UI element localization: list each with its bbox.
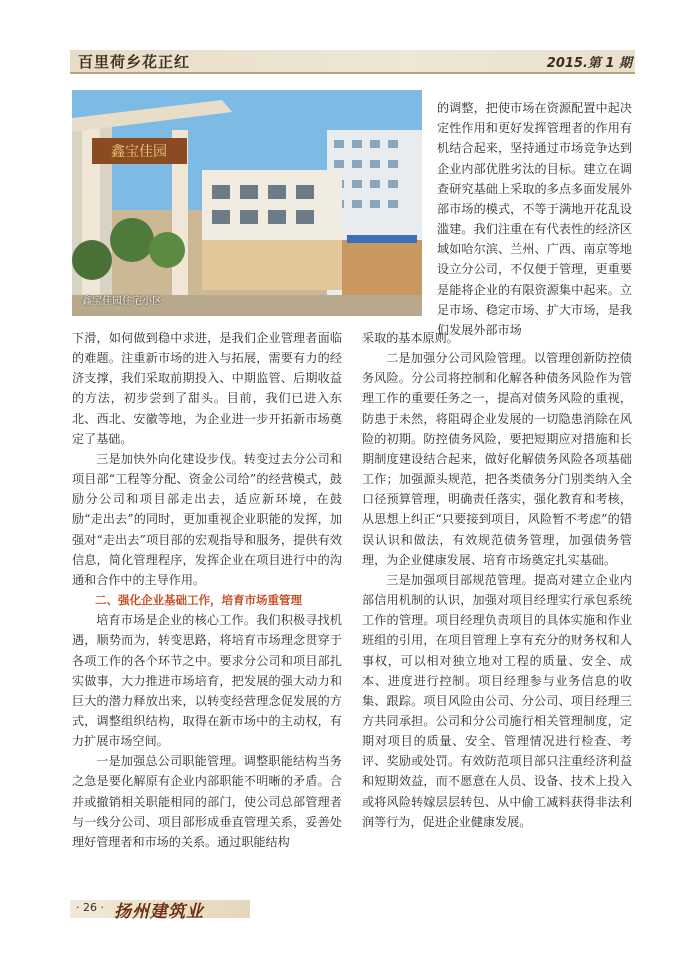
page-number: · 26 · (76, 901, 104, 914)
paragraph: 三是加强项目部规范管理。提高对建立企业内部信用机制的认识，加强对项目经理实行承包系统工作的管理。项目经理负责项目的具体实施和作业班组的引用，在项目管理上享有充分的财务权和人事权，可以相对独立地对工程的质量、安全、成本、进度进行控制。项目经理参与业务信息的收集、跟踪。项目风险由公司、分公司、项目经理三方共同承担。公司和分公司施行相关管理制度，定期对项目的质量、安全、管理情况进行检查、考评、奖励或处罚。有效防范项目部只注重经济利益和短期效益，而不愿意在人员、设备、技术上投入或将风险转嫁层层转包、从中偷工减料获得非法利润等行为，促进企业健康发展。 (362, 572, 632, 829)
footer (70, 898, 250, 922)
paragraph: 下滑，如何做到稳中求进，是我们企业管理者面临的难题。注重新市场的进入与拓展，需要有力的经济支撑，我们采取前期投入、中期监管、后期收益的方法，初步尝到了甜头。目前，我们已进入东北、西北、安徽等地，为企业进一步开拓新市场奠定了基础。 (72, 331, 342, 446)
magazine-logo: 扬州建筑业 (114, 902, 204, 922)
right-column (362, 328, 632, 832)
paragraph: 一是加强总公司职能管理。调整职能结构当务之急是要化解原有企业内部职能不明晰的矛盾。合并或撤销相关职能相同的部门，使公司总部管理者与一线分公司、项目部形成垂直管理关系，妥善处理好管理者和市场的关系。通过职能结构 (72, 754, 342, 849)
header-title: 百里荷乡花正红 (78, 53, 191, 71)
gate-sign: 鑫宝佳园 (111, 144, 167, 160)
issue-number: 2015.第 1 期 (546, 56, 632, 71)
photo-caption: 鑫宝佳园住宅小区 (82, 296, 162, 307)
residential-photo (72, 90, 422, 316)
paragraph: 培育市场是企业的核心工作。我们积极寻找机遇，顺势而为，转变思路，将培育市场理念贯穿于各项工作的各个环节之中。要求分公司和项目部扎实做事，大力推进市场培育，把发展的强大动力和巨大的潜力释放出来，以转变经营理念促发展的方式，调整组织结构，取得在新市场中的主动权，有力扩展市场空间。 (72, 613, 342, 749)
left-column (72, 328, 342, 852)
paragraph: 的调整，把使市场在资源配置中起决定性作用和更好发挥管理者的作用有机结合起来，坚持通过市场竞争达到企业内部优胜劣汰的目标。建立在调查研究基础上采取的多点多面发展外部市场的模式，不等于满地开花乱设滥建。我们注重在有代表性的经济区域如哈尔滨、兰州、广西、南京等地设立分公司，不仅便于管理，更重要是能将企业的有限资源集中起来。立足市场、稳定市场、扩大市场，是我们发展外部市场 (437, 101, 632, 337)
paragraph: 采取的基本原则。 (362, 331, 459, 345)
right-column-top (437, 86, 632, 352)
building-illustration (72, 90, 422, 316)
paragraph: 三是加快外向化建设步伐。转变过去分公司和项目部“工程等分配、资金公司给”的经营模式，鼓励分公司和项目部走出去，适应新环境，在鼓励“走出去”的同时，更加重视企业职能的发挥，加强对“走出去”项目部的宏观指导和服务，提供有效信息，简化管理程序，发挥企业在项目进行中的沟通和合作中的主导作用。 (72, 451, 342, 587)
section-heading: 二、强化企业基础工作，培育市场重管理 (95, 593, 302, 608)
paragraph: 二是加强分公司风险管理。以管理创新防控债务风险。分公司将控制和化解各种债务风险作为管理工作的重要任务之一，提高对债务风险的重视，防患于未然，将阻碍企业发展的一切隐患消除在风险的初期。防控债务风险，要把短期应对措施和长期制度建设结合起来，做好化解债务风险各项基础工作；加强源头规范，把各类债务分门别类纳入全口径预算管理，明确责任落实，强化教育和考核，从思想上纠正“只要接到项目，风险暂不考虑”的错误认识和做法，有效规范债务管理，加强债务管理，为企业健康发展、培育市场奠定扎实基础。 (362, 351, 632, 567)
